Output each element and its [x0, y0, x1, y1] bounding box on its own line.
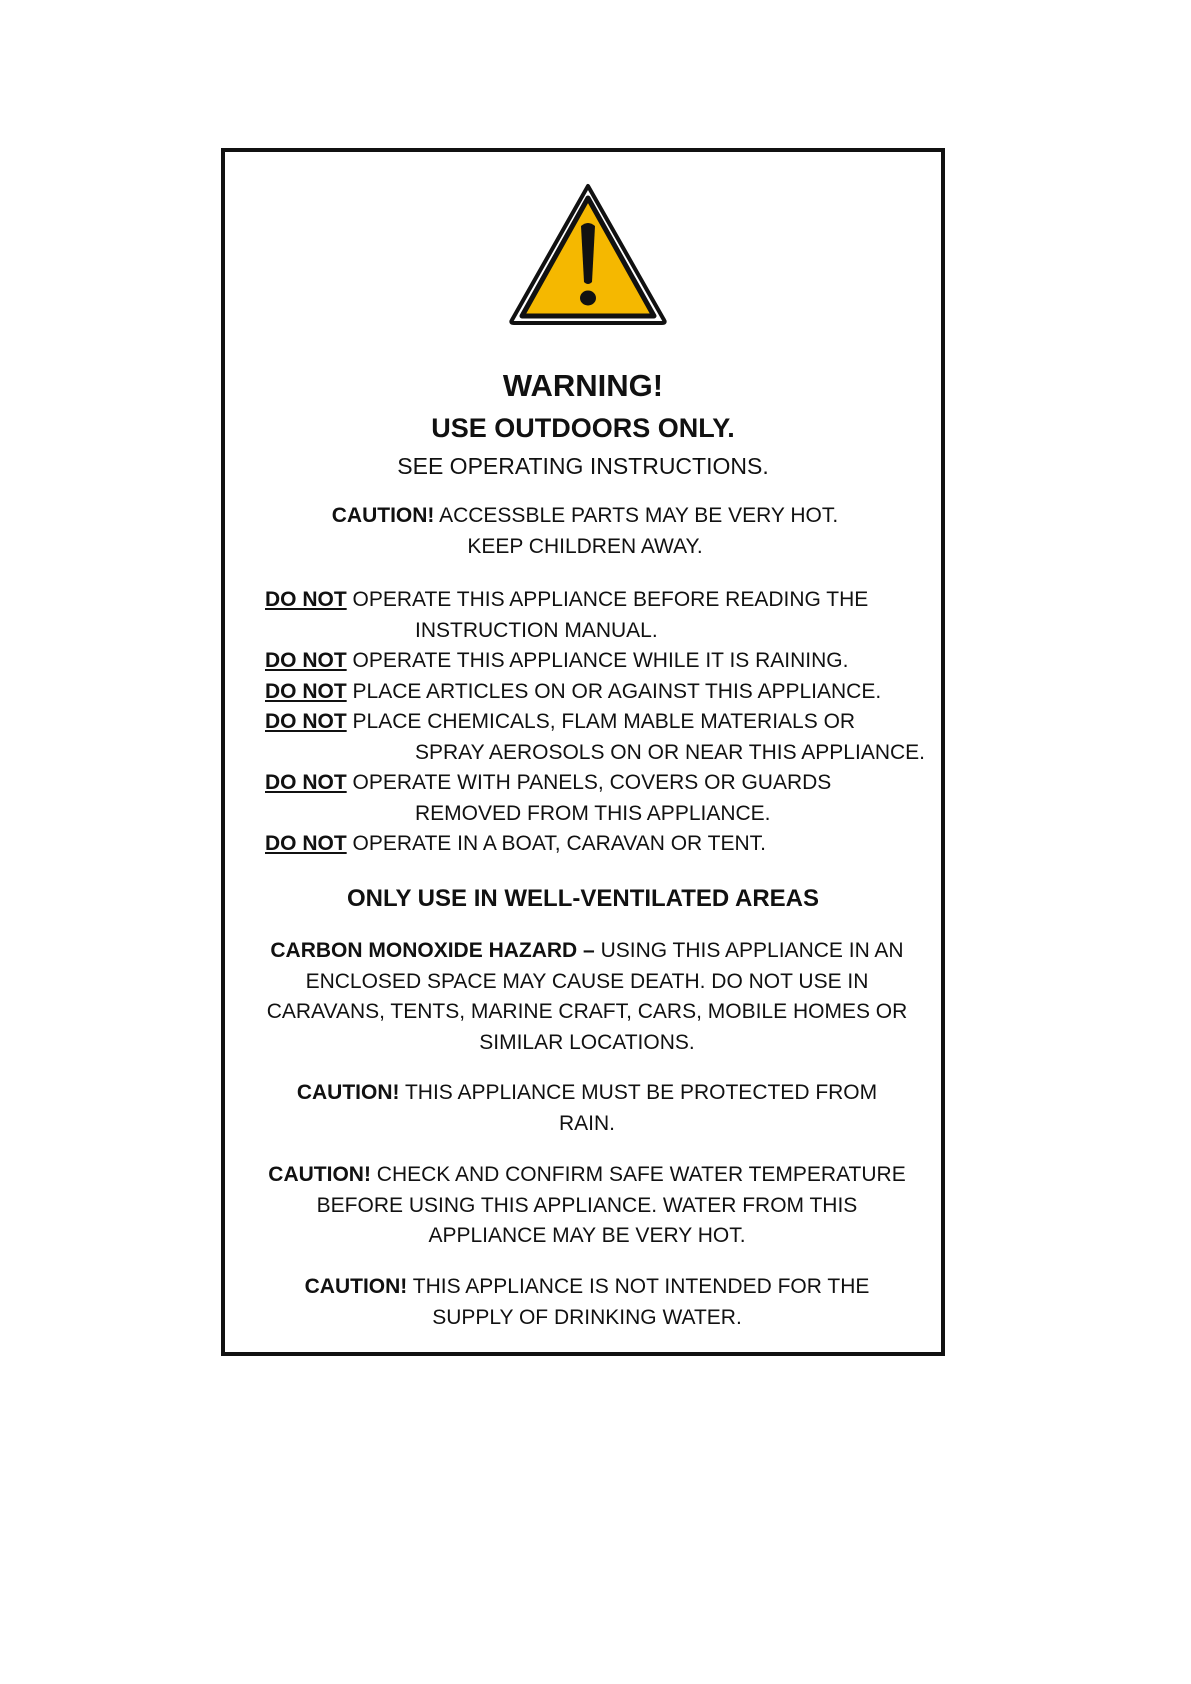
- caution-text: THIS APPLIANCE MUST BE PROTECTED FROM RAIN.: [399, 1081, 878, 1135]
- caution-label: CAUTION!: [331, 504, 435, 527]
- do-not-text: OPERATE WITH PANELS, COVERS OR GUARDS: [346, 771, 832, 794]
- caution-rain: [285, 1078, 889, 1139]
- do-not-text: OPERATE IN A BOAT, CARAVAN OR TENT.: [346, 832, 766, 855]
- caution-text: ACCESSBLE PARTS MAY BE VERY HOT. KEEP CHILDREN AWAY.: [434, 504, 839, 558]
- do-not-label: DO NOT: [265, 771, 347, 794]
- see-instructions-text: SEE OPERATING INSTRUCTIONS.: [397, 453, 769, 479]
- do-not-text: PLACE CHEMICALS, FLAM MABLE MATERIALS OR: [346, 710, 856, 733]
- caution-text: CHECK AND CONFIRM SAFE WATER TEMPERATURE BEFORE USING THIS APPLIANCE. WATER FROM THIS APPLIANCE MAY BE VERY HOT.: [316, 1163, 906, 1247]
- do-not-item: [265, 707, 925, 768]
- do-not-label: DO NOT: [265, 832, 347, 855]
- do-not-label: DO NOT: [265, 710, 347, 733]
- do-not-item: [265, 646, 925, 677]
- warning-heading: WARNING!: [502, 368, 664, 403]
- caution-drinking-water: [265, 1272, 909, 1333]
- carbon-monoxide-warning: [265, 936, 909, 1058]
- do-not-text: OPERATE THIS APPLIANCE WHILE IT IS RAINING.: [346, 649, 849, 672]
- do-not-item: [265, 768, 925, 829]
- do-not-item: [265, 677, 925, 708]
- do-not-item: [265, 585, 925, 646]
- caution-label: CAUTION!: [304, 1275, 408, 1298]
- co-hazard-text: USING THIS APPLIANCE IN AN ENCLOSED SPACE MAY CAUSE DEATH. DO NOT USE IN CARAVANS, TENTS, MARINE CRAFT, CARS, MOBILE HOMES OR SIMILAR LOCATIONS.: [266, 939, 908, 1054]
- co-hazard-label: CARBON MONOXIDE HAZARD –: [270, 939, 595, 962]
- outdoors-only-heading: USE OUTDOORS ONLY.: [431, 413, 735, 443]
- caution-label: CAUTION!: [268, 1163, 371, 1186]
- caution-text: THIS APPLIANCE IS NOT INTENDED FOR THE SUPPLY OF DRINKING WATER.: [407, 1275, 870, 1329]
- do-not-text-continued: REMOVED FROM THIS APPLIANCE.: [415, 801, 771, 825]
- do-not-label: DO NOT: [265, 679, 347, 703]
- do-not-label: DO NOT: [265, 649, 347, 672]
- do-not-list: [265, 585, 925, 860]
- do-not-text-continued: SPRAY AEROSOLS ON OR NEAR THIS APPLIANCE.: [415, 740, 925, 764]
- do-not-label: DO NOT: [265, 588, 347, 611]
- caution-label: CAUTION!: [296, 1081, 400, 1104]
- do-not-text: OPERATE THIS APPLIANCE BEFORE READING THE: [346, 588, 869, 611]
- do-not-text: PLACE ARTICLES ON OR AGAINST THIS APPLIANCE.: [346, 679, 882, 703]
- warning-triangle-icon: [508, 182, 668, 326]
- do-not-text-continued: INSTRUCTION MANUAL.: [415, 618, 658, 642]
- warning-sign: [221, 148, 945, 1356]
- caution-hot-parts: [305, 501, 865, 562]
- do-not-item: [265, 829, 925, 860]
- caution-water-temperature: [265, 1160, 909, 1252]
- ventilated-areas-heading: ONLY USE IN WELL-VENTILATED AREAS: [346, 885, 820, 912]
